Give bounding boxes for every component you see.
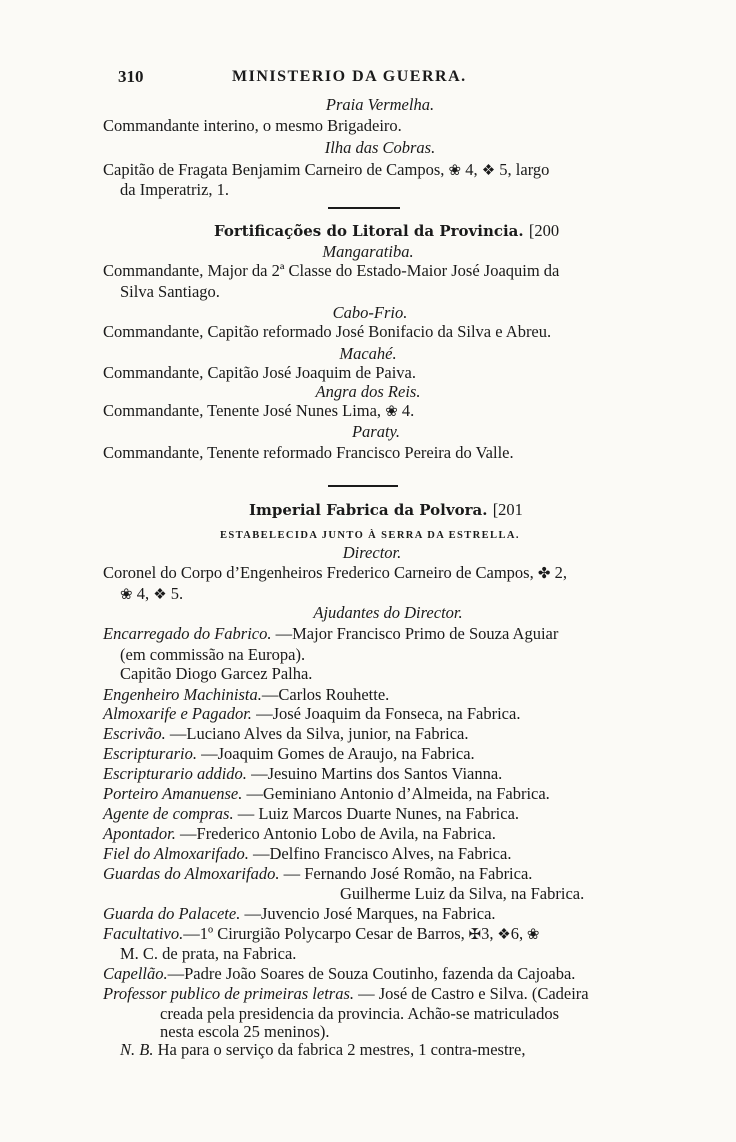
staff-line [103,724,468,744]
note-line [120,1040,525,1060]
running-title: MINISTERIO DA GUERRA. [232,68,467,85]
staff-text: Capitão Diogo Garcez Palha. [120,664,313,683]
text-span: Capitão de Fragata Benjamim Carneiro de Campos, [103,160,445,179]
staff-role: Encarregado do Fabrico. [103,624,272,643]
staff-role: Porteiro Amanuense. [103,784,243,803]
staff-text: —Frederico Antonio Lobo de Avila, na Fabrica. [175,824,496,843]
staff-text: —Juvencio José Marques, na Fabrica. [240,904,496,923]
staff-text: — Fernando José Romão, na Fabrica. [279,864,533,883]
staff-role: Escripturario addido. [103,764,247,783]
staff-role: Facultativo. [103,924,184,943]
section-divider [328,207,400,209]
text-line [103,160,549,181]
text-line: Commandante, Major da 2ª Classe do Estado-Maior José Joaquim da [103,261,560,280]
text-span: 4, [465,160,478,179]
staff-role: Fiel do Almoxarifado. [103,844,249,863]
staff-role: Escripturario. [103,744,197,763]
place-heading: Paraty. [351,422,401,441]
staff-line [103,844,511,864]
order-star-icon: ✤ [537,566,551,582]
place-heading: Angra dos Reis. [315,382,421,401]
staff-text: creada pela presidencia da provincia. Achão-se matriculados [160,1004,560,1023]
place-heading: Cabo-Frio. [332,303,408,322]
note-label: N. B. [120,1040,154,1059]
order-medal-icon: ❀ [448,163,462,179]
order-medal-icon: ❀ [120,587,133,603]
place-heading: Ilha das Cobras. [324,138,436,157]
section-title [249,500,523,520]
text-span: 5, largo [499,160,550,179]
section-ref: [200 [528,221,560,240]
section-ref: [201 [492,500,523,519]
section-title [214,221,559,241]
staff-role: Guarda do Palacete. [103,904,241,923]
staff-line [103,924,539,945]
text-span: 3, [481,924,494,943]
page-number: 310 [118,67,144,86]
staff-role: Apontador. [103,824,176,843]
order-medal-icon: ❀ [523,927,540,943]
text-line [103,563,567,584]
staff-text: —1º Cirurgião Polycarpo Cesar de Barros, [183,924,465,943]
order-medal-icon: ❀ [385,404,398,420]
staff-role: Guardas do Almoxarifado. [103,864,280,883]
staff-text: —José Joaquim da Fonseca, na Fabrica. [251,704,521,723]
text-line [103,401,414,422]
staff-text: Guilherme Luiz da Silva, na Fabrica. [340,884,585,903]
staff-role: Almoxarife e Pagador. [103,704,252,723]
order-cross-icon: ❖ [493,927,511,943]
order-cross-icon: ❖ [153,587,167,603]
text-line: Commandante, Capitão reformado José Bonifacio da Silva e Abreu. [103,322,552,341]
text-line: Commandante interino, o mesmo Brigadeiro. [103,116,402,135]
staff-line [103,804,519,824]
order-cross-icon: ❖ [481,163,496,179]
text-line: da Imperatriz, 1. [120,180,230,199]
staff-text: —Major Francisco Primo de Souza Aguiar [271,624,559,643]
staff-text: — Luiz Marcos Duarte Nunes, na Fabrica. [233,804,520,823]
text-line [120,584,183,605]
staff-text: —Padre João Soares de Souza Coutinho, fazenda da Cajoaba. [167,964,576,983]
staff-role: Escrivão. [103,724,166,743]
text-line: Silva Santiago. [120,282,220,301]
staff-text: —Luciano Alves da Silva, junior, na Fabrica. [165,724,469,743]
staff-line [103,864,532,884]
staff-line [160,1004,559,1024]
staff-text: —Jesuino Martins dos Santos Vianna. [246,764,503,783]
staff-line [120,664,312,684]
text-span: 2, [554,563,567,582]
note-text: Ha para o serviço da fabrica 2 mestres, 1 contra-mestre, [157,1040,526,1059]
staff-role: Engenheiro Machinista. [103,685,262,704]
staff-role: Professor publico de primeiras letras. [103,984,355,1003]
staff-text: —Geminiano Antonio d’Almeida, na Fabrica. [242,784,550,803]
staff-line [103,904,496,924]
text-span: Coronel do Corpo d’Engenheiros Frederico Carneiro de Campos, [103,563,534,582]
place-heading: Macahé. [339,344,397,363]
subsection-heading: Director. [342,543,402,562]
section-title-text: Fortificações do Litoral da Provincia. [214,222,524,240]
staff-line [103,624,558,644]
staff-text: nesta escola 25 meninos). [160,1022,330,1041]
place-heading: Mangaratiba. [322,242,414,261]
staff-line [103,824,496,844]
staff-text: —Joaquim Gomes de Araujo, na Fabrica. [196,744,475,763]
staff-line [103,784,550,804]
staff-line [120,944,296,964]
text-span: 4, [136,584,150,603]
text-line: Commandante, Tenente reformado Francisco Pereira do Valle. [103,443,514,462]
section-title-text: Imperial Fabrica da Polvora. [249,501,488,519]
staff-text: —Delfino Francisco Alves, na Fabrica. [248,844,512,863]
staff-text: M. C. de prata, na Fabrica. [120,944,297,963]
staff-line [103,685,389,705]
text-span: 6, [510,924,524,943]
text-line: Commandante, Capitão José Joaquim de Paiva. [103,363,416,382]
text-span: 5. [170,584,184,603]
staff-role: Agente de compras. [103,804,234,823]
staff-line [103,704,520,724]
staff-text: — José de Castro e Silva. (Cadeira [354,984,589,1003]
order-cross-icon: ✠ [464,927,482,943]
staff-text: (em commissão na Europa). [120,645,306,664]
staff-line [103,964,575,984]
staff-line [103,984,589,1004]
staff-line [103,764,502,784]
staff-role: Capellão. [103,964,168,983]
text-span: Commandante, Tenente José Nunes Lima, [103,401,382,420]
subsection-heading: Ajudantes do Director. [313,603,463,622]
section-subtitle: ESTABELECIDA JUNTO À SERRA DA ESTRELLA. [220,530,520,541]
text-span: 4. [401,401,415,420]
staff-line [160,1022,330,1042]
place-heading: Praia Vermelha. [325,95,435,114]
staff-line [340,884,584,904]
staff-line [120,645,305,665]
section-divider [328,485,398,487]
staff-text: —Carlos Rouhette. [261,685,390,704]
staff-line [103,744,475,764]
